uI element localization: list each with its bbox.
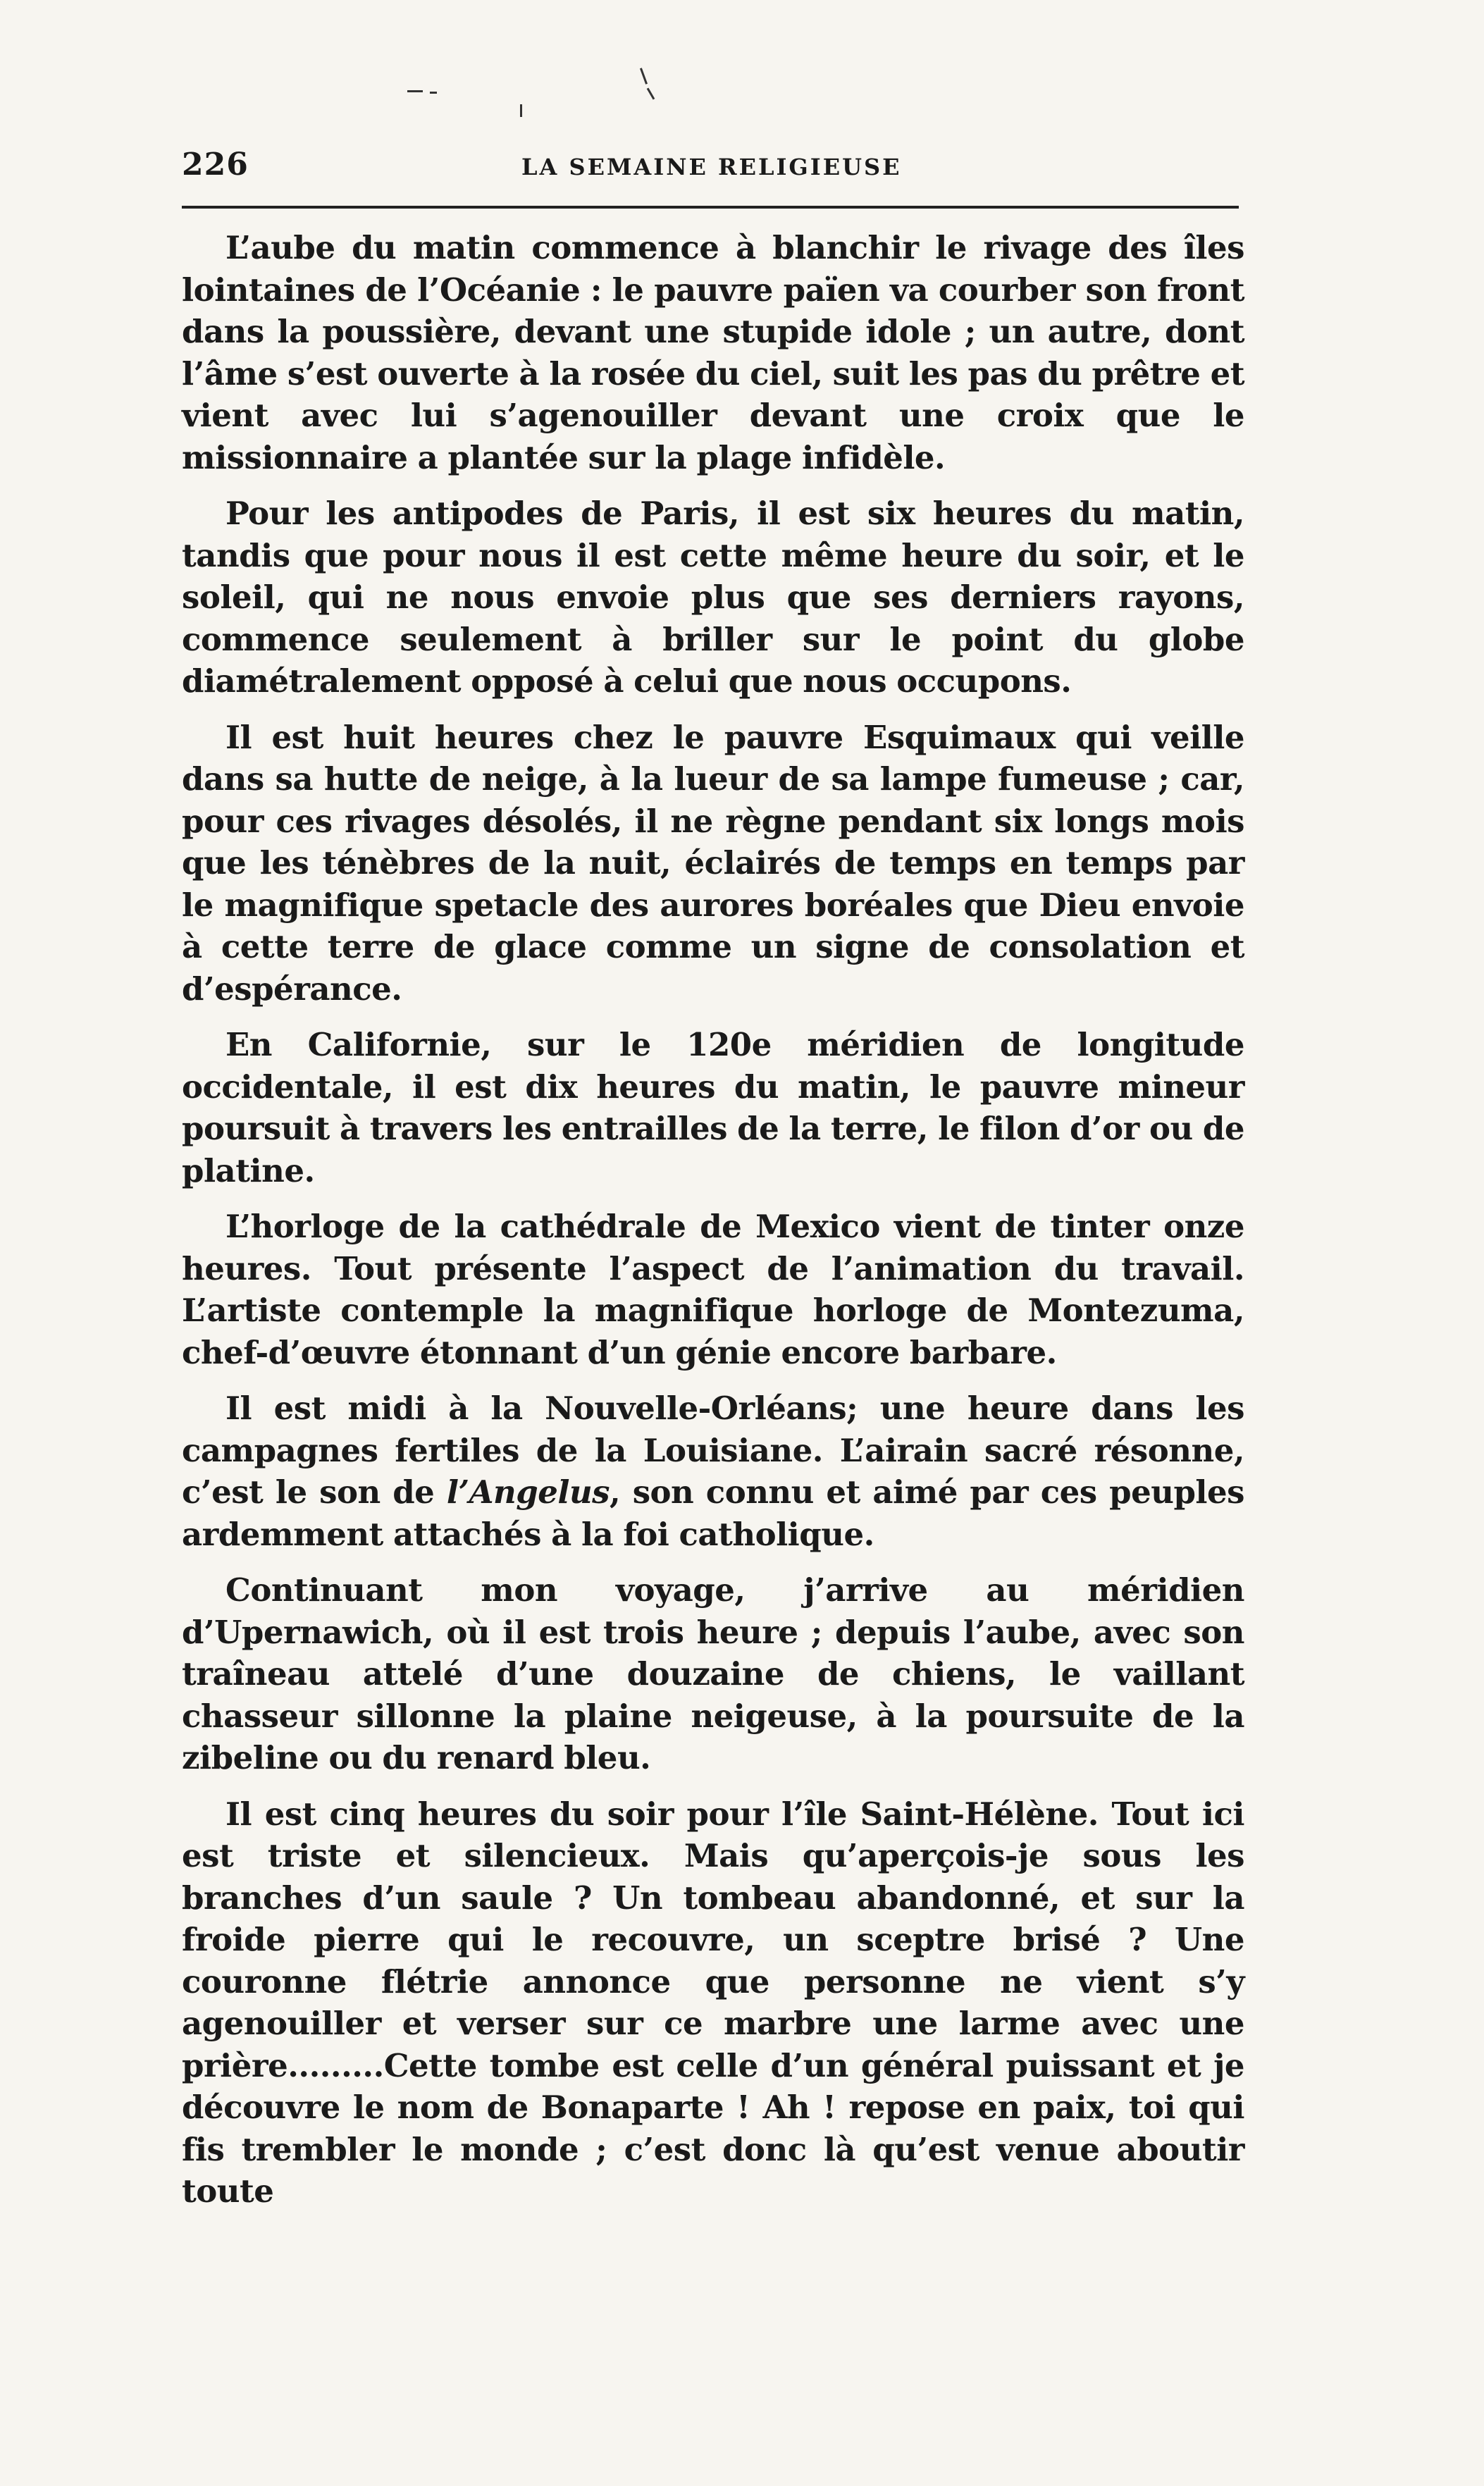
- scan-mark: [520, 104, 522, 117]
- paragraph-text: , son connu et aimé par ces peuples ardemment attachés à la foi catholique.: [182, 1473, 1244, 1553]
- paragraph: L’horloge de la cathédrale de Mexico vient de tinter onze heures. Tout présente l’aspect de l’animation du travail. L’artiste contemple la magnifique horloge de Montezuma, chef-d’œuvre étonnant d’un génie encore barbare.: [182, 1208, 1244, 1371]
- scan-mark: [640, 68, 648, 85]
- scan-mark: [647, 87, 655, 99]
- scan-mark: [407, 90, 423, 92]
- paragraph: Il est cinq heures du soir pour l’île Saint-Hélène. Tout ici est triste et silencieux. Mais qu’aperçois-je sous les branches d’un saule ? Un tombeau abandonné, et sur la froide pierre qui le recouvre, un sceptre brisé ? Une couronne flétrie annonce que personne ne vient s’y agenouiller et verser sur ce marbre une larme avec une prière.........Cette tombe est celle d’un général puissant et je découvre le nom de Bonaparte ! Ah ! repose en paix, toi qui fis trembler le monde ; c’est donc là qu’est venue aboutir toute: [182, 1795, 1244, 2210]
- paragraph: [182, 1387, 1244, 1555]
- header-rule: [182, 206, 1239, 209]
- page-number: 226: [182, 147, 249, 183]
- paragraph: Pour les antipodes de Paris, il est six heures du matin, tandis que pour nous il est cette même heure du soir, et le soleil, qui ne nous envoie plus que ses derniers rayons, commence seulement à briller sur le point du globe diamétralement opposé à celui que nous occupons.: [182, 495, 1244, 700]
- paragraph: Continuant mon voyage, j’arrive au méridien d’Upernawich, où il est trois heure ; depuis l’aube, avec son traîneau attelé d’une douzaine de chiens, le vaillant chasseur sillonne la plaine neigeuse, à la poursuite de la zibeline ou du renard bleu.: [182, 1571, 1244, 1776]
- paragraph-text: Il est midi à la Nouvelle-Orléans; une heure dans les campagnes fertiles de la Louisiane. L’airain sacré résonne, c’est le son de: [182, 1390, 1244, 1511]
- paragraph: L’aube du matin commence à blanchir le rivage des îles lointaines de l’Océanie : le pauvre païen va courber son front dans la poussière, devant une stupide idole ; un autre, dont l’âme s’est ouverte à la rosée du ciel, suit les pas du prêtre et vient avec lui s’agenouiller devant une croix que le missionnaire a plantée sur la plage infidèle.: [182, 229, 1244, 476]
- italic-text: l’Angelus: [446, 1473, 610, 1511]
- body-text: [182, 227, 1244, 2227]
- paragraph: En Californie, sur le 120e méridien de longitude occidentale, il est dix heures du matin, le pauvre mineur poursuit à travers les entrailles de la terre, le filon d’or ou de platine.: [182, 1026, 1244, 1189]
- scan-mark: [430, 92, 437, 94]
- running-title: LA SEMAINE RELIGIEUSE: [521, 154, 902, 180]
- page-header: [182, 141, 1233, 190]
- paragraph: Il est huit heures chez le pauvre Esquimaux qui veille dans sa hutte de neige, à la lueur de sa lampe fumeuse ; car, pour ces rivages désolés, il ne règne pendant six longs mois que les ténèbres de la nuit, éclairés de temps en temps par le magnifique spetacle des aurores boréales que Dieu envoie à cette terre de glace comme un signe de consolation et d’espérance.: [182, 718, 1244, 1008]
